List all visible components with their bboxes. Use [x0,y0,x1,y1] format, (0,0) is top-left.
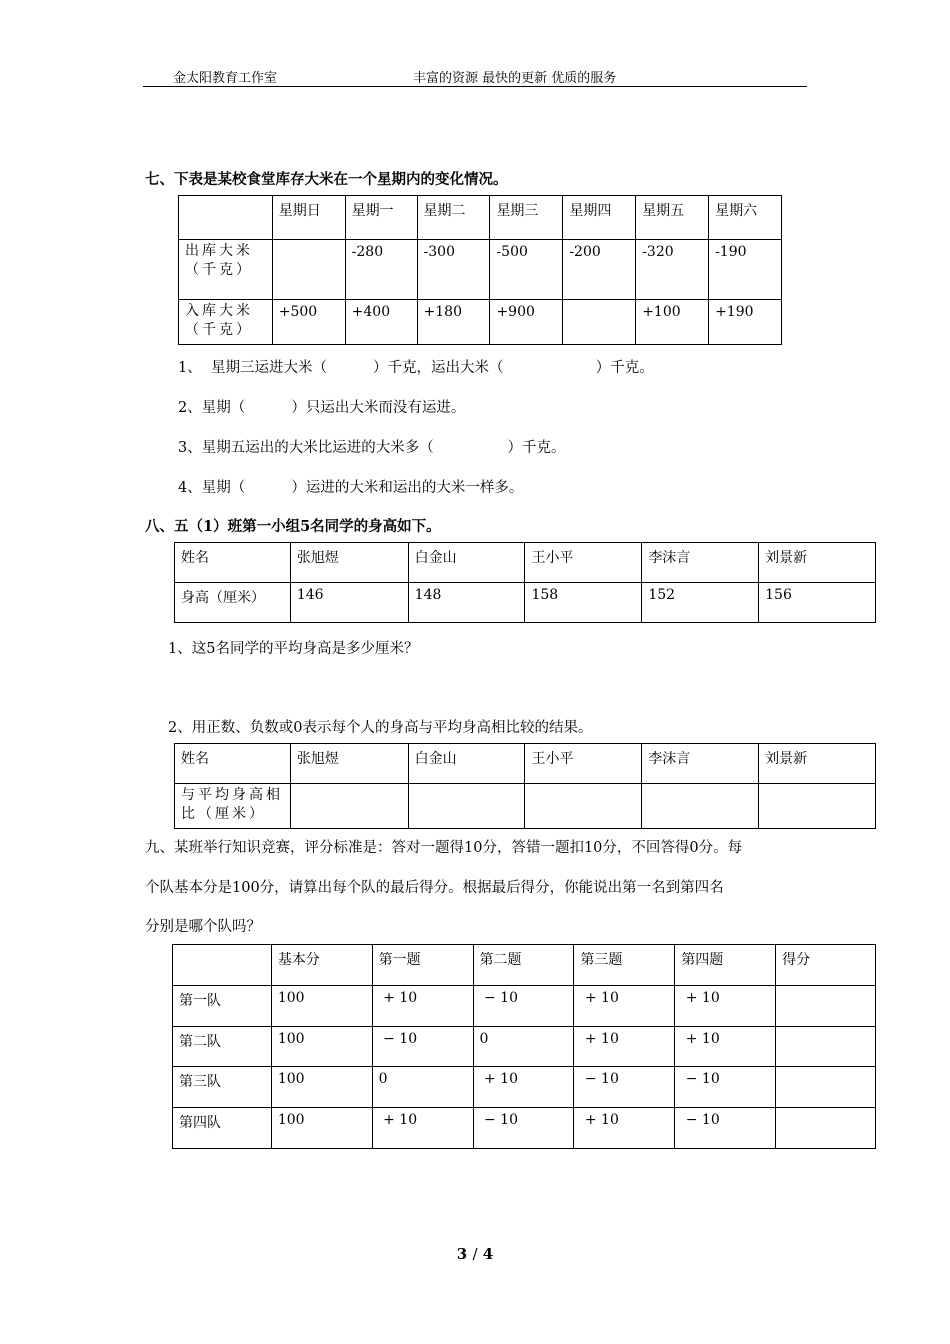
q8-t1-cell: 152 [642,583,759,623]
q9-cell: + 10 [574,1108,675,1149]
q7-row-out [179,240,782,300]
q8-item-2: 2、用正数、负数或0表示每个人的身高与平均身高相比较的结果。 [168,720,593,736]
page-separator: / [472,1245,478,1263]
header-divider [143,86,807,87]
q8-compare-table [174,743,876,829]
q9-line-3: 分别是哪个队吗？ [145,919,261,935]
q7-header-cell: 星期五 [636,196,709,240]
q8-t2-answer-cell[interactable] [642,784,759,829]
q9-team-label: 第三队 [173,1067,272,1108]
q8-t2-header-row [175,744,876,784]
q9-team-label: 第一队 [173,986,272,1027]
q9-cell: + 10 [574,986,675,1027]
q8-t1-cell: 148 [408,583,525,623]
q9-cell: − 10 [574,1067,675,1108]
q9-cell: − 10 [473,986,574,1027]
q9-cell: + 10 [574,1027,675,1067]
q7-row-label: 入库大米（千克） [179,300,273,345]
q8-t1-header-row [175,543,876,583]
q9-header-cell: 第三题 [574,945,675,986]
page-number [0,1245,950,1263]
q9-row-team2 [173,1027,876,1067]
q8-t2-header-cell: 姓名 [175,744,291,784]
q9-cell: + 10 [372,1108,473,1149]
q9-header-row [173,945,876,986]
q7-row-in [179,300,782,345]
q9-header-cell: 得分 [776,945,876,986]
q7-item-3: 3、星期五运出的大米比运进的大米多（ ）千克。 [178,440,566,456]
q7-header-cell: 星期二 [417,196,490,240]
q7-header-cell: 星期一 [345,196,417,240]
q8-t1-cell: 156 [759,583,876,623]
q9-cell: + 10 [372,986,473,1027]
q7-cell: +500 [272,300,345,345]
page-total: 4 [482,1245,494,1263]
q9-score-cell[interactable] [776,1027,876,1067]
q7-cell: -190 [709,240,782,300]
q8-t2-answer-cell[interactable] [759,784,876,829]
q7-cell: +180 [417,300,490,345]
q7-cell: +400 [345,300,417,345]
q7-cell: -500 [490,240,563,300]
q8-t1-header-cell: 白金山 [408,543,525,583]
q8-t1-header-cell: 张旭煜 [290,543,408,583]
q9-cell: − 10 [675,1108,776,1149]
q9-cell: − 10 [675,1067,776,1108]
q7-cell: -300 [417,240,490,300]
q7-item-4: 4、星期（ ）运进的大米和运出的大米一样多。 [178,480,524,496]
q8-t2-header-cell: 白金山 [408,744,525,784]
q7-header-cell: 星期三 [490,196,563,240]
q8-t1-row-label: 身高（厘米） [175,583,291,623]
q8-t2-answer-cell[interactable] [525,784,642,829]
q7-item-1: 1、 星期三运进大米（ ）千克，运出大米（ ）千克。 [178,360,654,376]
q9-header-cell: 基本分 [271,945,372,986]
q7-cell: +190 [709,300,782,345]
q9-line-1: 九、某班举行知识竞赛，评分标准是：答对一题得10分，答错一题扣10分，不回答得0分。每 [145,840,743,856]
q9-header-cell [173,945,272,986]
q9-header-cell: 第一题 [372,945,473,986]
q8-t1-header-cell: 王小平 [525,543,642,583]
q9-cell: 100 [271,1067,372,1108]
q8-title: 八、五（1）班第一小组5名同学的身高如下。 [145,518,441,535]
q9-cell: 100 [271,986,372,1027]
q9-cell: 0 [372,1067,473,1108]
q9-header-cell: 第四题 [675,945,776,986]
page-current: 3 [456,1245,468,1263]
q8-t1-header-cell: 李沫言 [642,543,759,583]
q9-row-team1 [173,986,876,1027]
header-right: 丰富的资源 最快的更新 优质的服务 [413,71,617,86]
q9-header-cell: 第二题 [473,945,574,986]
q8-t1-value-row [175,583,876,623]
q8-t2-header-cell: 刘景新 [759,744,876,784]
q8-t2-answer-cell[interactable] [290,784,408,829]
header-left: 金太阳教育工作室 [173,71,278,86]
q7-item-2: 2、星期（ ）只运出大米而没有运进。 [178,400,466,416]
q9-score-table [172,944,876,1149]
q9-cell: + 10 [675,986,776,1027]
q8-t1-header-cell: 刘景新 [759,543,876,583]
q7-table [178,195,782,345]
q9-team-label: 第二队 [173,1027,272,1067]
q7-row-label: 出库大米（千克） [179,240,273,300]
q8-t2-header-cell: 李沫言 [642,744,759,784]
q8-height-table [174,542,876,623]
q9-row-team3 [173,1067,876,1108]
q7-header-row [179,196,782,240]
q8-t2-header-cell: 张旭煜 [290,744,408,784]
q8-t2-answer-cell[interactable] [408,784,525,829]
q7-title: 七、下表是某校食堂库存大米在一个星期内的变化情况。 [145,171,508,188]
q9-line-2: 个队基本分是100分，请算出每个队的最后得分。根据最后得分，你能说出第一名到第四名 [145,880,724,896]
q7-header-cell [179,196,273,240]
q7-cell [272,240,345,300]
q9-cell: − 10 [372,1027,473,1067]
q9-score-cell[interactable] [776,1108,876,1149]
q7-cell: -200 [563,240,636,300]
q8-t1-cell: 146 [290,583,408,623]
q9-row-team4 [173,1108,876,1149]
q9-cell: 100 [271,1108,372,1149]
q9-cell: 0 [473,1027,574,1067]
q9-cell: + 10 [473,1067,574,1108]
q9-score-cell[interactable] [776,1067,876,1108]
q8-t1-header-cell: 姓名 [175,543,291,583]
q7-header-cell: 星期四 [563,196,636,240]
q8-t2-header-cell: 王小平 [525,744,642,784]
q9-score-cell[interactable] [776,986,876,1027]
q7-cell: +100 [636,300,709,345]
q9-cell: 100 [271,1027,372,1067]
q7-header-cell: 星期日 [272,196,345,240]
q7-cell: -320 [636,240,709,300]
q7-cell [563,300,636,345]
q8-t1-cell: 158 [525,583,642,623]
q9-team-label: 第四队 [173,1108,272,1149]
q7-cell: +900 [490,300,563,345]
q7-header-cell: 星期六 [709,196,782,240]
q8-t2-row-label: 与平均身高相比（厘米） [175,784,291,829]
q9-cell: − 10 [473,1108,574,1149]
q8-t2-value-row [175,784,876,829]
q9-cell: + 10 [675,1027,776,1067]
q7-cell: -280 [345,240,417,300]
q8-item-1: 1、这5名同学的平均身高是多少厘米？ [168,641,419,657]
